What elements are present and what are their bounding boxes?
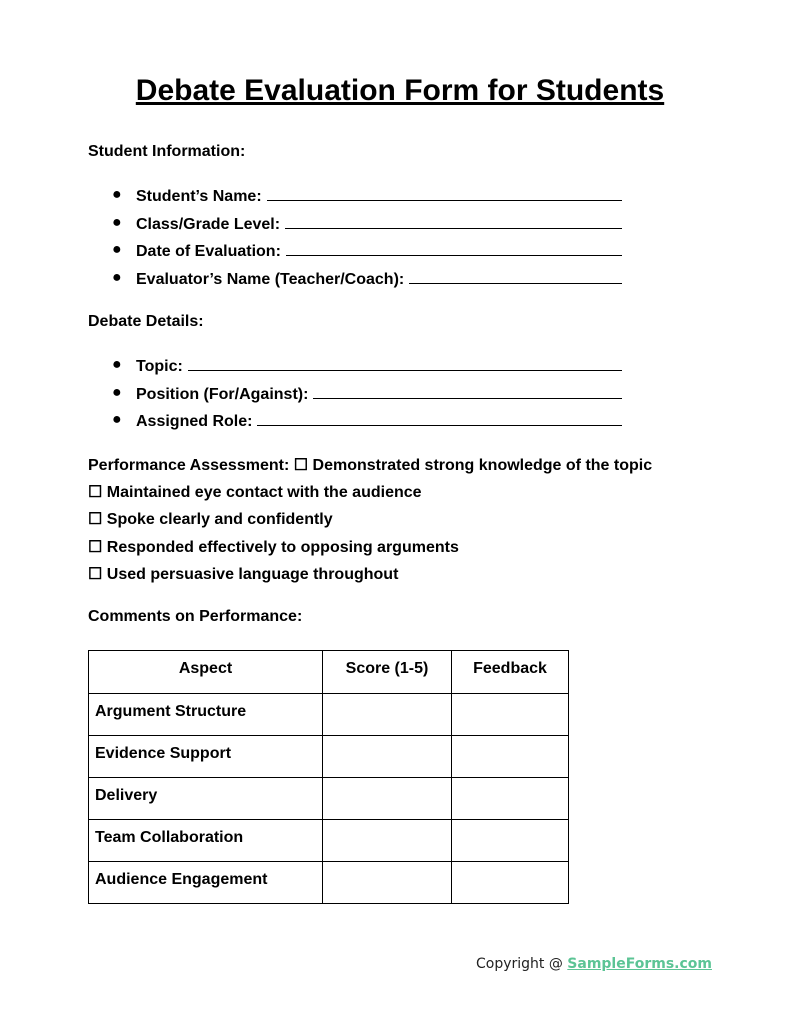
checkbox[interactable]: ☐ [293,457,309,474]
table-row [89,862,569,904]
form-field [136,241,622,261]
field-blank-line[interactable] [286,241,622,256]
field-blank-line[interactable] [267,186,622,201]
score-cell[interactable] [323,820,452,862]
bullet-icon: ● [112,356,122,373]
score-cell[interactable] [323,736,452,778]
field-blank-line[interactable] [409,269,622,284]
form-field [136,186,622,206]
field-label: Date of Evaluation: [136,243,281,260]
form-field [136,269,622,289]
performance-item-row [88,482,422,502]
bullet-icon: ● [112,411,122,428]
score-cell[interactable] [323,778,452,820]
performance-item: Spoke clearly and confidently [106,511,333,528]
aspect-cell: Team Collaboration [89,820,323,862]
field-label: Class/Grade Level: [136,216,281,233]
aspect-cell: Delivery [89,778,323,820]
performance-item-row [88,564,398,584]
table-header-row [89,651,569,694]
checkbox[interactable]: ☐ [88,539,103,556]
performance-heading: Performance Assessment: [88,457,290,474]
copyright [476,956,712,972]
feedback-cell[interactable] [452,694,569,736]
performance-item-row [88,509,333,529]
header-score: Score (1-5) [323,651,452,694]
form-field [136,384,622,404]
field-blank-line[interactable] [188,356,622,371]
field-label: Student’s Name: [136,188,262,205]
field-label: Evaluator’s Name (Teacher/Coach): [136,271,405,288]
comments-heading: Comments on Performance: [88,608,303,625]
debate-details-heading: Debate Details: [88,313,204,330]
field-blank-line[interactable] [285,214,622,229]
field-label: Assigned Role: [136,413,253,430]
checkbox[interactable]: ☐ [88,566,103,583]
feedback-cell[interactable] [452,736,569,778]
score-cell[interactable] [323,862,452,904]
feedback-cell[interactable] [452,862,569,904]
checkbox[interactable]: ☐ [88,484,103,501]
table-row [89,694,569,736]
evaluation-table [88,650,569,904]
form-field [136,411,622,431]
bullet-icon: ● [112,186,122,203]
aspect-cell: Audience Engagement [89,862,323,904]
field-label: Topic: [136,358,183,375]
performance-item: Used persuasive language throughout [106,566,399,583]
copyright-text: Copyright @ [475,956,568,972]
feedback-cell[interactable] [452,778,569,820]
feedback-cell[interactable] [452,820,569,862]
performance-item: Demonstrated strong knowledge of the topic [312,457,653,474]
header-feedback: Feedback [452,651,569,694]
form-field [136,214,622,234]
page-title: Debate Evaluation Form for Students [135,74,665,107]
sampleforms-link[interactable]: SampleForms.com [567,956,712,972]
table-row [89,736,569,778]
table-row [89,820,569,862]
bullet-icon: ● [112,384,122,401]
bullet-icon: ● [112,241,122,258]
field-blank-line[interactable] [313,384,622,399]
performance-line-1 [88,455,652,475]
bullet-icon: ● [112,214,122,231]
aspect-cell: Evidence Support [89,736,323,778]
performance-item: Maintained eye contact with the audience [106,484,422,501]
performance-item-row [88,537,459,557]
aspect-cell: Argument Structure [89,694,323,736]
field-blank-line[interactable] [257,411,622,426]
form-field [136,356,622,376]
bullet-icon: ● [112,269,122,286]
field-label: Position (For/Against): [136,386,309,403]
table-row [89,778,569,820]
score-cell[interactable] [323,694,452,736]
performance-item: Responded effectively to opposing arguments [106,539,459,556]
header-aspect: Aspect [89,651,323,694]
student-info-heading: Student Information: [88,143,246,160]
checkbox[interactable]: ☐ [88,511,103,528]
